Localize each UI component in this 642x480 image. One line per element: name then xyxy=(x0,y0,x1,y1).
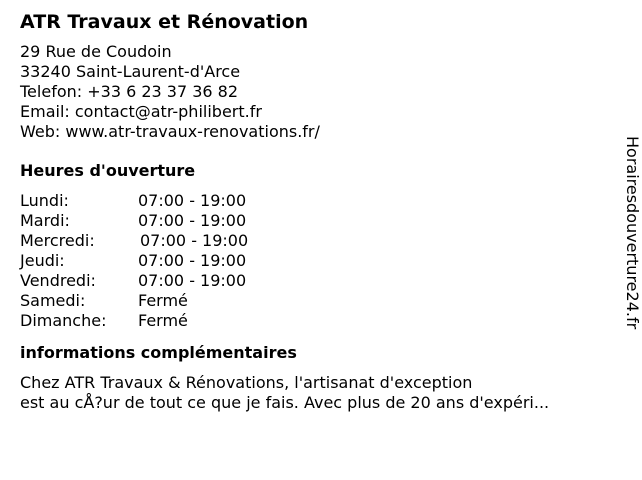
web-line: Web: www.atr-travaux-renovations.fr/ xyxy=(20,122,320,141)
hours-row xyxy=(20,291,610,311)
hours-value: Fermé xyxy=(138,311,188,330)
hours-value: 07:00 - 19:00 xyxy=(138,271,247,290)
info-text-line: est au cÅ?ur de tout ce que je fais. Avec plus de 20 ans d'expéri... xyxy=(20,393,550,412)
site-watermark: Horairesdouverture24.fr xyxy=(623,136,642,330)
day-label: Lundi: xyxy=(20,191,69,210)
day-label: Dimanche: xyxy=(20,311,107,330)
hours-value: 07:00 - 19:00 xyxy=(140,231,249,250)
hours-value: Fermé xyxy=(138,291,188,310)
hours-row xyxy=(20,311,610,331)
day-label: Mardi: xyxy=(20,211,70,230)
postal-city: 33240 Saint-Laurent-d'Arce xyxy=(20,62,241,81)
phone-line: Telefon: +33 6 23 37 36 82 xyxy=(20,82,239,101)
additional-info-text xyxy=(20,373,610,413)
business-name: ATR Travaux et Rénovation xyxy=(20,11,309,33)
additional-info-heading: informations complémentaires xyxy=(20,343,297,362)
day-label: Samedi: xyxy=(20,291,86,310)
hours-row xyxy=(20,231,610,251)
street-address: 29 Rue de Coudoin xyxy=(20,42,172,61)
info-text-line: Chez ATR Travaux & Rénovations, l'artisanat d'exception xyxy=(20,373,473,392)
hours-row xyxy=(20,191,610,211)
hours-value: 07:00 - 19:00 xyxy=(138,211,247,230)
address-block xyxy=(20,42,610,142)
business-card xyxy=(20,10,610,413)
day-label: Mercredi: xyxy=(20,231,95,250)
hours-row xyxy=(20,211,610,231)
hours-value: 07:00 - 19:00 xyxy=(138,251,247,270)
day-label: Vendredi: xyxy=(20,271,96,290)
hours-row xyxy=(20,251,610,271)
opening-hours-table xyxy=(20,191,610,331)
hours-row xyxy=(20,271,610,291)
email-line: Email: contact@atr-philibert.fr xyxy=(20,102,262,121)
opening-hours-heading: Heures d'ouverture xyxy=(20,161,196,180)
day-label: Jeudi: xyxy=(20,251,65,270)
hours-value: 07:00 - 19:00 xyxy=(138,191,247,210)
